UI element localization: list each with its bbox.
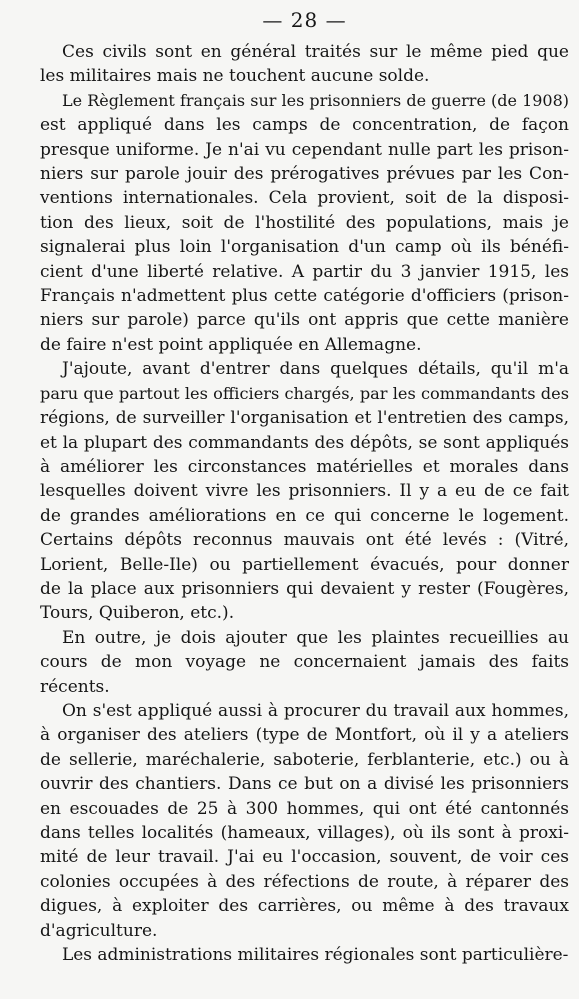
text-line: les militaires mais ne touchent aucune solde. [40,66,430,87]
text-line: niers sur parole) parce qu'ils ont appris que cette manière [40,310,569,331]
text-line: à améliorer les circonstances matérielles et morales dans [40,456,569,477]
text-line: Tours, Quiberon, etc.). [40,603,235,624]
paragraph [40,699,569,943]
text-line: paru que partout les officiers chargés, par les commandants des [40,383,569,403]
body-text [40,40,569,967]
text-line: Le Règlement français sur les prisonniers de guerre (de 1908) [62,90,569,110]
text-line: d'agriculture. [40,920,158,941]
text-line: dans telles localités (hameaux, villages), où ils sont à proxi- [40,823,569,843]
text-line: signalerai plus loin l'organisation d'un camp où ils bénéfi- [40,237,569,258]
paragraph [40,626,569,699]
text-line: niers sur parole jouir des prérogatives prévues par les Con- [40,164,569,185]
text-line: régions, de surveiller l'organisation et l'entretien des camps, [40,408,569,429]
text-line: On s'est appliqué aussi à procurer du travail aux hommes, [62,700,569,721]
text-line: En outre, je dois ajouter que les plaintes recueillies au [62,627,569,648]
text-line: en escouades de 25 à 300 hommes, qui ont été cantonnés [40,798,569,819]
text-line: est appliqué dans les camps de concentration, de façon [40,115,569,136]
text-line: mité de leur travail. J'ai eu l'occasion, souvent, de voir ces [40,847,569,868]
text-line: presque uniforme. Je n'ai vu cependant nulle part les prison- [40,139,569,160]
text-line: à organiser des ateliers (type de Montfort, où il y a ateliers [40,725,569,746]
text-line: Lorient, Belle-Ile) ou partiellement évacués, pour donner [40,554,569,575]
text-line: lesquelles doivent vivre les prisonniers. Il y a eu de ce fait [40,481,569,502]
page-number: — 28 — [262,8,347,32]
paragraph [40,40,569,89]
text-line: Ces civils sont en général traités sur le même pied que [62,42,569,62]
paragraph [40,943,569,967]
text-line: de sellerie, maréchalerie, saboterie, ferblanterie, etc.) ou à [40,749,569,770]
text-line: de faire n'est point appliquée en Allemagne. [40,334,422,355]
text-line: cient d'une liberté relative. A partir du 3 janvier 1915, les [40,261,569,282]
text-line: et la plupart des commandants des dépôts, se sont appliqués [40,432,569,453]
text-line: de grandes améliorations en ce qui concerne le logement. [40,505,569,526]
text-line: récents. [40,676,110,697]
text-line: J'ajoute, avant d'entrer dans quelques détails, qu'il m'a [62,359,569,380]
text-line: de la place aux prisonniers qui devaient y rester (Fougères, [40,578,569,599]
text-line: tion des lieux, soit de l'hostilité des populations, mais je [40,212,569,233]
text-line: digues, à exploiter des carrières, ou même à des travaux [40,896,569,917]
text-line: Certains dépôts reconnus mauvais ont été levés : (Vitré, [40,530,569,551]
text-line: ventions internationales. Cela provient, soit de la disposi- [40,188,569,209]
paragraph [40,357,569,625]
text-line: ouvrir des chantiers. Dans ce but on a divisé les prisonniers [40,774,569,795]
text-line: Français n'admettent plus cette catégorie d'officiers (prison- [40,286,569,307]
text-line: Les administrations militaires régionales sont particulière- [62,945,569,966]
text-line: cours de mon voyage ne concernaient jamais des faits [40,652,569,673]
paragraph [40,89,569,357]
text-line: colonies occupées à des réfections de route, à réparer des [40,871,569,892]
